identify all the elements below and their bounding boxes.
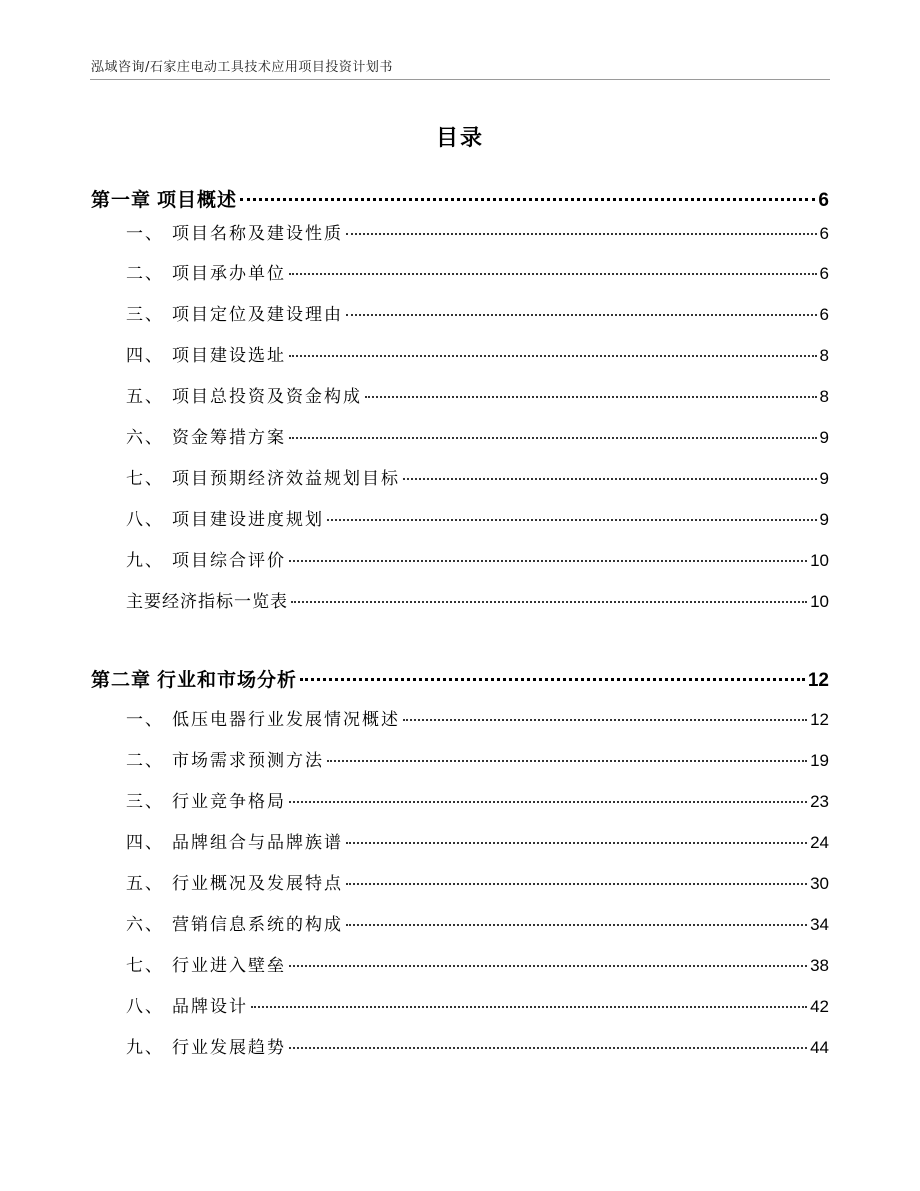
- toc-entry-label: 资金筹措方案: [172, 428, 286, 448]
- toc-page-number: 8: [819, 346, 829, 365]
- toc-entry-label: 市场需求预测方法: [172, 751, 324, 771]
- toc-dot-leader: [289, 801, 807, 803]
- toc-section-entry[interactable]: [126, 869, 829, 895]
- toc-entry-label: 行业和市场分析: [157, 669, 298, 691]
- toc-section-entry[interactable]: [126, 587, 829, 613]
- toc-dot-leader: [289, 273, 817, 275]
- toc-entry-label: 行业进入壁垒: [172, 956, 286, 976]
- toc-entry-label: 行业竞争格局: [172, 792, 286, 812]
- toc-section-entry[interactable]: [126, 705, 829, 731]
- toc-page-number: 42: [810, 997, 829, 1016]
- toc-entry-label: 项目建设进度规划: [172, 510, 324, 530]
- toc-section-entry[interactable]: [126, 1033, 829, 1059]
- toc-entry-number: 八、: [126, 997, 164, 1017]
- toc-section-entry[interactable]: [126, 300, 829, 326]
- toc-page-number: 6: [819, 305, 829, 324]
- toc-dot-leader: [289, 355, 817, 357]
- toc-section-entry[interactable]: [126, 787, 829, 813]
- toc-entry-number: 九、: [126, 1038, 164, 1058]
- toc-section-entry[interactable]: [126, 341, 829, 367]
- toc-entry-label: 行业发展趋势: [172, 1038, 286, 1058]
- toc-page-number: 24: [810, 833, 829, 852]
- toc-dot-leader: [346, 883, 807, 885]
- toc-entry-label: 品牌设计: [172, 997, 248, 1017]
- toc-entry-label: 项目预期经济效益规划目标: [172, 469, 400, 489]
- toc-page-number: 44: [810, 1038, 829, 1057]
- toc-page-number: 10: [810, 551, 829, 570]
- toc-dot-leader: [403, 719, 807, 721]
- toc-section-entry[interactable]: [126, 219, 829, 245]
- toc-entry-number: 三、: [126, 792, 164, 812]
- toc-dot-leader: [289, 437, 817, 439]
- toc-page-number: 9: [819, 428, 829, 447]
- toc-entry-number: 四、: [126, 833, 164, 853]
- toc-dot-leader: [291, 601, 807, 603]
- toc-entry-label: 项目承办单位: [172, 264, 286, 284]
- toc-page-number: 12: [807, 670, 829, 691]
- toc-entry-number: 六、: [126, 915, 164, 935]
- toc-entry-label: 项目名称及建设性质: [172, 224, 343, 244]
- toc-section-entry[interactable]: [126, 951, 829, 977]
- toc-entry-number: 五、: [126, 387, 164, 407]
- toc-dot-leader: [346, 924, 807, 926]
- toc-page-number: 6: [819, 224, 829, 243]
- toc-entry-number: 一、: [126, 710, 164, 730]
- toc-entry-number: 五、: [126, 874, 164, 894]
- toc-entry-number: 七、: [126, 956, 164, 976]
- toc-entry-label: 低压电器行业发展情况概述: [172, 710, 400, 730]
- toc-chapter-entry[interactable]: [91, 665, 829, 693]
- toc-page-number: 30: [810, 874, 829, 893]
- toc-entry-label: 主要经济指标一览表: [126, 592, 288, 612]
- toc-page-number: 9: [819, 510, 829, 529]
- toc-entry-label: 行业概况及发展特点: [172, 874, 343, 894]
- toc-section-entry[interactable]: [126, 259, 829, 285]
- toc-page-number: 8: [819, 387, 829, 406]
- toc-dot-leader: [403, 478, 817, 480]
- toc-dot-leader: [327, 760, 807, 762]
- toc-section-entry[interactable]: [126, 910, 829, 936]
- toc-page-number: 34: [810, 915, 829, 934]
- toc-dot-leader: [346, 842, 807, 844]
- toc-page-number: 10: [810, 592, 829, 611]
- toc-page-number: 23: [810, 792, 829, 811]
- toc-entry-label: 项目建设选址: [172, 346, 286, 366]
- toc-entry-number: 七、: [126, 469, 164, 489]
- toc-entry-label: 营销信息系统的构成: [172, 915, 343, 935]
- toc-dot-leader: [327, 519, 817, 521]
- toc-page-number: 9: [819, 469, 829, 488]
- toc-entry-number: 第一章: [91, 189, 152, 211]
- toc-page-number: 6: [818, 190, 829, 211]
- toc-entry-label: 项目综合评价: [172, 551, 286, 571]
- toc-section-entry[interactable]: [126, 505, 829, 531]
- toc-page-number: 12: [810, 710, 829, 729]
- running-header: 泓域咨询/石家庄电动工具技术应用项目投资计划书: [91, 60, 393, 75]
- toc-dot-leader: [300, 678, 805, 681]
- toc-dot-leader: [289, 1047, 807, 1049]
- toc-section-entry[interactable]: [126, 464, 829, 490]
- toc-section-entry[interactable]: [126, 423, 829, 449]
- toc-page-number: 6: [819, 264, 829, 283]
- toc-dot-leader: [346, 314, 817, 316]
- toc-entry-number: 一、: [126, 224, 164, 244]
- toc-dot-leader: [365, 396, 817, 398]
- toc-dot-leader: [289, 560, 807, 562]
- toc-entry-number: 六、: [126, 428, 164, 448]
- toc-section-entry[interactable]: [126, 546, 829, 572]
- toc-entry-number: 第二章: [91, 669, 152, 691]
- toc-chapter-entry[interactable]: [91, 185, 829, 213]
- toc-title: 目录: [435, 126, 484, 151]
- toc-entry-label: 项目总投资及资金构成: [172, 387, 362, 407]
- header-rule: [90, 79, 830, 80]
- toc-entry-label: 项目概述: [157, 189, 238, 211]
- toc-entry-number: 三、: [126, 305, 164, 325]
- toc-entry-number: 九、: [126, 551, 164, 571]
- toc-entry-label: 品牌组合与品牌族谱: [172, 833, 343, 853]
- toc-entry-number: 二、: [126, 264, 164, 284]
- toc-page-number: 19: [810, 751, 829, 770]
- toc-section-entry[interactable]: [126, 382, 829, 408]
- toc-dot-leader: [289, 965, 807, 967]
- toc-dot-leader: [240, 198, 815, 201]
- toc-section-entry[interactable]: [126, 828, 829, 854]
- toc-section-entry[interactable]: [126, 746, 829, 772]
- toc-entry-number: 四、: [126, 346, 164, 366]
- toc-dot-leader: [251, 1006, 807, 1008]
- toc-dot-leader: [346, 233, 817, 235]
- toc-entry-number: 八、: [126, 510, 164, 530]
- toc-entry-number: 二、: [126, 751, 164, 771]
- toc-section-entry[interactable]: [126, 992, 829, 1018]
- toc-page-number: 38: [810, 956, 829, 975]
- toc-entry-label: 项目定位及建设理由: [172, 305, 343, 325]
